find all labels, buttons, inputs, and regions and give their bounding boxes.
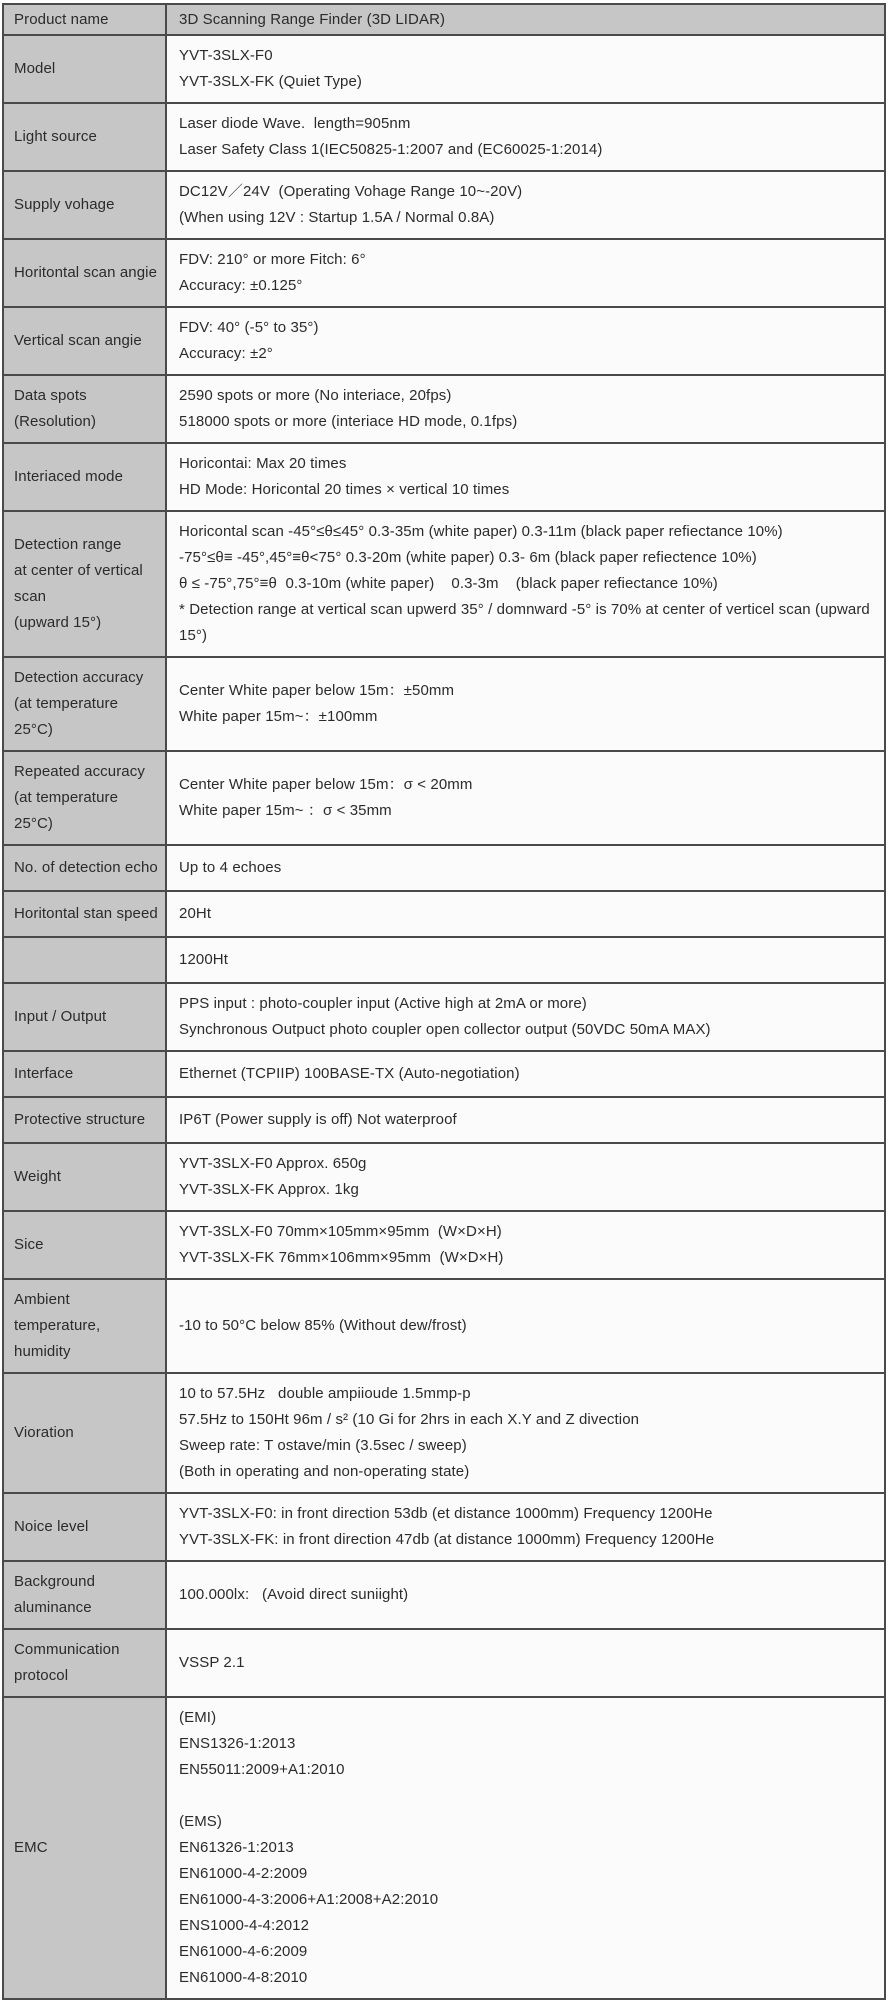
row-value-cell xyxy=(167,172,884,238)
label-line: Communication xyxy=(14,1641,120,1658)
value-line: PPS input : photo-coupler input (Active high at 2mA or more) xyxy=(179,995,587,1012)
label-line: Interface xyxy=(14,1065,74,1082)
value-line: * Detection range at vertical scan upwerd 35° / domnward -5° is 70% at center of verticel scan (upward 15°) xyxy=(179,601,875,644)
row-value-cell xyxy=(167,104,884,170)
row-label-cell xyxy=(4,752,167,844)
value-line: Accuracy: ±0.125° xyxy=(179,277,303,294)
label-line: Ambient temperature, xyxy=(14,1291,101,1334)
value-line: -75°≤θ≡ -45°,45°≡θ<75° 0.3-20m (white paper) 0.3- 6m (black paper refiectence 10%) xyxy=(179,549,757,566)
table-row xyxy=(4,846,884,892)
row-label-cell xyxy=(4,1630,167,1696)
row-value-cell xyxy=(167,240,884,306)
table-row xyxy=(4,36,884,104)
row-label-cell xyxy=(4,938,167,982)
value-line: YVT-3SLX-F0 70mm×105mm×95mm (W×D×H) xyxy=(179,1223,502,1240)
label-line: Detection range xyxy=(14,536,122,553)
row-value-cell xyxy=(167,1212,884,1278)
row-label-cell xyxy=(4,5,167,34)
spec-table xyxy=(2,3,886,2000)
value-line: ENS1000-4-4:2012 xyxy=(179,1917,310,1934)
table-row xyxy=(4,984,884,1052)
row-value-cell xyxy=(167,512,884,656)
table-row xyxy=(4,938,884,984)
row-value-cell xyxy=(167,1052,884,1096)
table-row xyxy=(4,658,884,752)
table-row xyxy=(4,752,884,846)
value-line: 20Ht xyxy=(179,905,212,922)
table-row xyxy=(4,240,884,308)
value-line: 10 to 57.5Hz double ampiioude 1.5mmp-p xyxy=(179,1385,471,1402)
label-line: Data spots xyxy=(14,387,87,404)
value-line: (Both in operating and non-operating state) xyxy=(179,1463,470,1480)
value-line: FDV: 210° or more Fitch: 6° xyxy=(179,251,366,268)
value-line xyxy=(179,1783,874,1809)
table-row xyxy=(4,1280,884,1374)
table-row xyxy=(4,104,884,172)
row-label-cell xyxy=(4,308,167,374)
label-line: Background xyxy=(14,1573,96,1590)
row-label-cell xyxy=(4,1212,167,1278)
table-row xyxy=(4,1212,884,1280)
value-line: -10 to 50°C below 85% (Without dew/frost) xyxy=(179,1317,467,1334)
label-line: (at temperature 25°C) xyxy=(14,695,123,738)
row-label-cell xyxy=(4,984,167,1050)
value-line: Center White paper below 15m：σ < 20mm xyxy=(179,776,473,793)
label-line: (Resolution) xyxy=(14,413,97,430)
value-line: 518000 spots or more (interiace HD mode, 0.1fps) xyxy=(179,413,518,430)
value-line: Sweep rate: T ostave/min (3.5sec / sweep) xyxy=(179,1437,467,1454)
value-line: YVT-3SLX-FK: in front direction 47db (at distance 1000mm) Frequency 1200He xyxy=(179,1531,715,1548)
row-value-cell xyxy=(167,1494,884,1560)
value-line: EN61000-4-6:2009 xyxy=(179,1943,308,1960)
label-line: Detection accuracy xyxy=(14,669,144,686)
row-label-cell xyxy=(4,1052,167,1096)
label-line: scan xyxy=(14,588,47,605)
label-line: Product name xyxy=(14,10,109,28)
value-line: White paper 15m~：±100mm xyxy=(179,708,378,725)
row-label-cell xyxy=(4,1098,167,1142)
row-value-cell xyxy=(167,1562,884,1628)
row-value-cell xyxy=(167,892,884,936)
table-row xyxy=(4,5,884,36)
row-value-cell xyxy=(167,938,884,982)
row-label-cell xyxy=(4,846,167,890)
row-label-cell xyxy=(4,1374,167,1492)
table-row xyxy=(4,308,884,376)
value-line: HD Mode: Horicontal 20 times × vertical 10 times xyxy=(179,481,510,498)
value-line: IP6T (Power supply is off) Not waterproof xyxy=(179,1111,457,1128)
row-label-cell xyxy=(4,444,167,510)
table-row xyxy=(4,444,884,512)
row-value-cell xyxy=(167,1144,884,1210)
value-line: White paper 15m~ ：σ < 35mm xyxy=(179,802,392,819)
row-label-cell xyxy=(4,172,167,238)
value-line: Center White paper below 15m：±50mm xyxy=(179,682,455,699)
value-line: Synchronous Outpuct photo coupler open collector output (50VDC 50mA MAX) xyxy=(179,1021,711,1038)
row-label-cell xyxy=(4,1494,167,1560)
row-value-cell xyxy=(167,1698,884,1998)
label-line: Repeated accuracy xyxy=(14,763,145,780)
row-value-cell xyxy=(167,752,884,844)
table-row xyxy=(4,1374,884,1494)
table-row xyxy=(4,512,884,658)
row-value-cell xyxy=(167,658,884,750)
row-value-cell xyxy=(167,308,884,374)
row-label-cell xyxy=(4,104,167,170)
value-line: Laser Safety Class 1(IEC50825-1:2007 and (EC60025-1:2014) xyxy=(179,141,603,158)
label-line: aluminance xyxy=(14,1599,92,1616)
value-line: YVT-3SLX-F0 xyxy=(179,47,273,64)
value-line: 57.5Hz to 150Ht 96m / s² (10 Gi for 2hrs in each X.Y and Z divection xyxy=(179,1411,640,1428)
table-row xyxy=(4,892,884,938)
row-label-cell xyxy=(4,512,167,656)
label-line: Input / Output xyxy=(14,1008,107,1025)
label-line: protocol xyxy=(14,1667,69,1684)
value-line: EN61000-4-3:2006+A1:2008+A2:2010 xyxy=(179,1891,439,1908)
label-line: (upward 15°) xyxy=(14,614,102,631)
row-value-cell xyxy=(167,846,884,890)
value-line: Horicontai: Max 20 times xyxy=(179,455,347,472)
value-line: YVT-3SLX-FK Approx. 1kg xyxy=(179,1181,359,1198)
value-line: FDV: 40° (-5° to 35°) xyxy=(179,319,319,336)
row-label-cell xyxy=(4,36,167,102)
value-line: YVT-3SLX-FK (Quiet Type) xyxy=(179,73,363,90)
value-line: EN61000-4-2:2009 xyxy=(179,1865,308,1882)
row-value-cell xyxy=(167,444,884,510)
label-line: Horitontal scan angie xyxy=(14,264,158,281)
value-line: Up to 4 echoes xyxy=(179,859,282,876)
value-line: YVT-3SLX-FK 76mm×106mm×95mm (W×D×H) xyxy=(179,1249,504,1266)
table-row xyxy=(4,1098,884,1144)
value-line: 2590 spots or more (No interiace, 20fps) xyxy=(179,387,452,404)
label-line: Horitontal stan speed xyxy=(14,905,158,922)
row-label-cell xyxy=(4,658,167,750)
value-line: (When using 12V : Startup 1.5A / Normal 0.8A) xyxy=(179,209,495,226)
value-line: VSSP 2.1 xyxy=(179,1654,245,1671)
row-value-cell xyxy=(167,376,884,442)
label-line: Interiaced mode xyxy=(14,468,124,485)
table-row xyxy=(4,1144,884,1212)
row-value-cell xyxy=(167,5,884,34)
value-line: DC12V／24V (Operating Vohage Range 10~-20V) xyxy=(179,183,523,200)
row-value-cell xyxy=(167,1374,884,1492)
value-line: Laser diode Wave. length=905nm xyxy=(179,115,411,132)
row-value-cell xyxy=(167,1630,884,1696)
label-line: No. of detection echo xyxy=(14,859,158,876)
label-line: (at temperature 25°C) xyxy=(14,789,123,832)
label-line: humidity xyxy=(14,1343,71,1360)
row-value-cell xyxy=(167,984,884,1050)
row-label-cell xyxy=(4,1562,167,1628)
table-row xyxy=(4,376,884,444)
row-label-cell xyxy=(4,240,167,306)
label-line: Protective structure xyxy=(14,1111,146,1128)
table-row xyxy=(4,172,884,240)
label-line xyxy=(14,947,159,973)
label-line: EMC xyxy=(14,1839,48,1856)
row-value-cell xyxy=(167,36,884,102)
value-line: 3D Scanning Range Finder (3D LIDAR) xyxy=(179,10,446,28)
label-line: Model xyxy=(14,60,56,77)
table-row xyxy=(4,1698,884,1998)
label-line: Weight xyxy=(14,1168,62,1185)
row-label-cell xyxy=(4,376,167,442)
row-value-cell xyxy=(167,1098,884,1142)
label-line: Vioration xyxy=(14,1424,74,1441)
label-line: Supply vohage xyxy=(14,196,115,213)
label-line: Sice xyxy=(14,1236,44,1253)
table-row xyxy=(4,1562,884,1630)
value-line: θ ≤ -75°,75°≡θ 0.3-10m (white paper) 0.3-3m (black paper refiectance 10%) xyxy=(179,575,718,592)
label-line: at center of vertical xyxy=(14,562,143,579)
value-line: YVT-3SLX-F0: in front direction 53db (et distance 1000mm) Frequency 1200He xyxy=(179,1505,713,1522)
table-row xyxy=(4,1052,884,1098)
value-line: 100.000lx: (Avoid direct suniight) xyxy=(179,1586,409,1603)
value-line: Ethernet (TCPIIP) 100BASE-TX (Auto-negotiation) xyxy=(179,1065,520,1082)
row-value-cell xyxy=(167,1280,884,1372)
row-label-cell xyxy=(4,892,167,936)
row-label-cell xyxy=(4,1144,167,1210)
value-line: ENS1326-1:2013 xyxy=(179,1735,296,1752)
label-line: Vertical scan angie xyxy=(14,332,142,349)
value-line: EN61326-1:2013 xyxy=(179,1839,294,1856)
label-line: Light source xyxy=(14,128,97,145)
value-line: 1200Ht xyxy=(179,951,228,968)
value-line: EN61000-4-8:2010 xyxy=(179,1969,308,1986)
value-line: YVT-3SLX-F0 Approx. 650g xyxy=(179,1155,367,1172)
value-line: Horicontal scan -45°≤θ≤45° 0.3-35m (white paper) 0.3-11m (black paper refiectance 10%) xyxy=(179,523,783,540)
table-row xyxy=(4,1630,884,1698)
row-label-cell xyxy=(4,1280,167,1372)
value-line: Accuracy: ±2° xyxy=(179,345,273,362)
spec-sheet xyxy=(2,3,886,2000)
value-line: (EMS) xyxy=(179,1813,222,1830)
value-line: EN55011:2009+A1:2010 xyxy=(179,1761,345,1778)
row-label-cell xyxy=(4,1698,167,1998)
table-row xyxy=(4,1494,884,1562)
value-line: (EMI) xyxy=(179,1709,217,1726)
label-line: Noice level xyxy=(14,1518,89,1535)
